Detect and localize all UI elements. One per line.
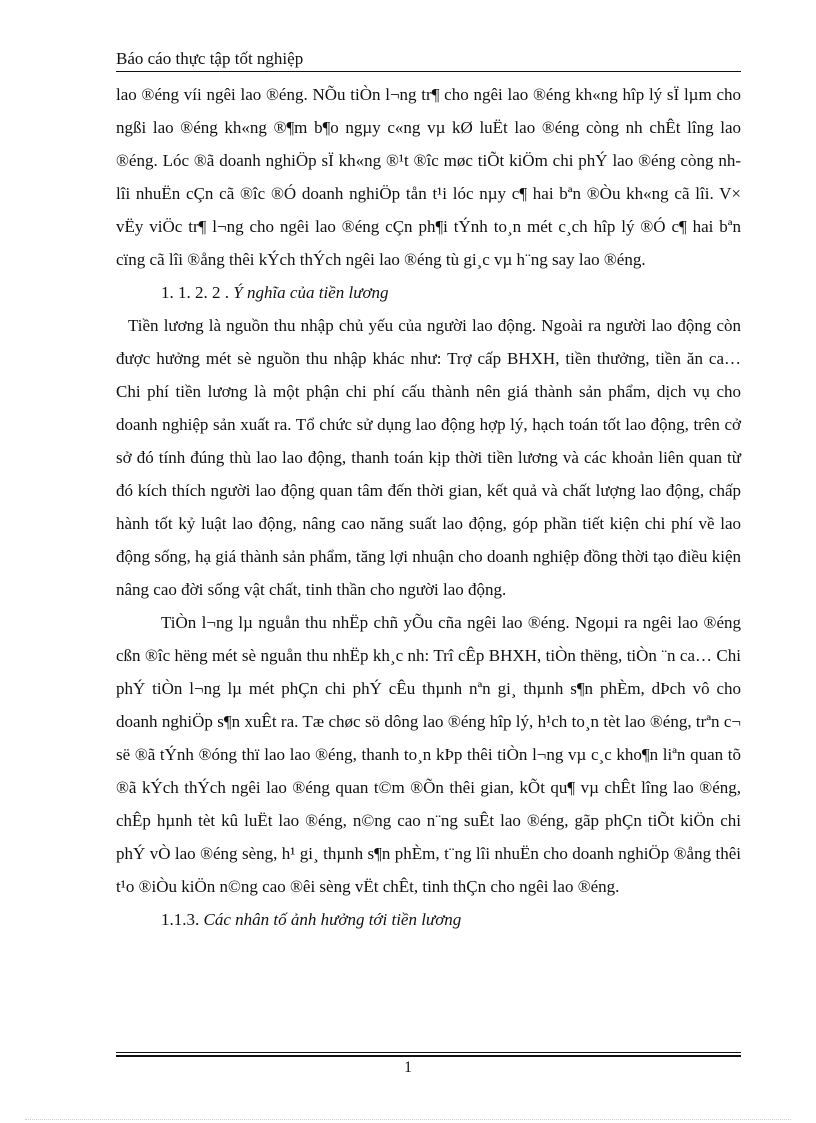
- heading-title: Ý nghĩa của tiền lương: [233, 283, 389, 302]
- page-edge: [25, 1119, 791, 1120]
- paragraph-meaning-of-wages-legacy-font: TiÒn l¬ng lµ nguån thu nhËp chñ yÕu cña ngêi lao ®éng. Ngoµi ra ngêi lao ®éng cßn ®îc hëng mét sè nguån thu nhËp kh¸c nh: Trî cÊp BHXH, tiÒn thëng, tiÒn ¨n ca… Chi phÝ tiÒn l¬ng lµ mét phÇn chi phÝ cÊu thµnh nªn gi¸ thµnh s¶n phÈm, dÞch vô cho doanh nghiÖp s¶n xuÊt ra. Tæ chøc sö dông lao ®éng hîp lý, h¹ch to¸n tèt lao ®éng, trªn c¬ së ®ã tÝnh ®óng thï lao lao ®éng, thanh to¸n kÞp thêi tiÒn l¬ng vµ c¸c kho¶n liªn quan tõ ®ã kÝch thÝch ngêi lao ®éng quan t©m ®Õn thêi gian, kÕt qu¶ vµ chÊt lîng lao ®éng, chÊp hµnh tèt kû luËt lao ®éng, n©ng cao n¨ng suÊt lao ®éng, gãp phÇn tiÕt kiÖn chi phÝ vÒ lao ®éng sèng, h¹ gi¸ thµnh s¶n phÈm, t¨ng lîi nhuËn cho doanh nghiÖp ®ång thêi t¹o ®iÒu kiÖn n©ng cao ®êi sèng vËt chÊt, tinh thÇn cho ngêi lao ®éng.: [116, 613, 741, 896]
- footer-rule-thin: [116, 1052, 741, 1053]
- paragraph-meaning-of-wages: Tiền lương là nguồn thu nhập chủ yếu của người lao động. Ngoài ra người lao động còn được hưởng mét sè nguồn thu nhập khác như: Trợ cấp BHXH, tiền thưởng, tiền ăn ca… Chi phí tiền lương là một phận chi phí cấu thành nên giá thành sản phẩm, dịch vụ cho doanh nghiệp sản xuất ra. Tổ chức sử dụng lao động hợp lý, hạch toán tốt lao động, trên cở sở đó tính đúng thù lao lao động, thanh toán kịp thời tiền lương và các khoản liên quan từ đó kích thích người lao động quan tâm đến thời gian, kết quả và chất lượng lao động, chấp hành tốt kỷ luật lao động, nâng cao năng suất lao động, góp phần tiết kiện chi phí về lao động sống, hạ giá thành sản phẩm, tăng lợi nhuận cho doanh nghiệp đồng thời tạo điều kiện nâng cao đời sống vật chất, tinh thần cho người lao động.: [116, 316, 741, 599]
- heading-number: 1. 1. 2. 2 .: [161, 283, 229, 302]
- section-heading-1-1-3: [116, 903, 741, 936]
- heading-number: 1.1.3.: [161, 910, 200, 929]
- header-title: Báo cáo thực tập tốt nghiệp: [116, 49, 304, 68]
- page-number: 1: [404, 1059, 412, 1076]
- footer-rule-thick: [116, 1055, 741, 1057]
- body-text: [116, 78, 741, 936]
- paragraph-continued: lao ®éng víi ngêi lao ®éng. NÕu tiÒn l¬ng tr¶ cho ngêi lao ®éng kh«ng hîp lý sÏ lµm cho ngßi lao ®éng kh«ng ®¶m b¶o ngµy c«ng vµ kØ luËt lao ®éng còng nh chÊt lîng lao ®éng. Lóc ®ã doanh nghiÖp sÏ kh«ng ®¹t ®îc møc tiÕt kiÖm chi phÝ lao ®éng còng nh lîi nhuËn cÇn cã ®îc ®Ó doanh nghiÖp tån t¹i lóc nµy c¶ hai bªn ®Òu kh«ng cã lîi. V× vËy viÖc tr¶ l¬ng cho ngêi lao ®éng cÇn ph¶i tÝnh to¸n mét c¸ch hîp lý ®Ó c¶ hai bªn cïng cã lîi ®ång thêi kÝch thÝch ngêi lao ®éng tù gi¸c vµ h¨ng say lao ®éng.: [116, 85, 741, 269]
- section-heading-1-1-2-2: [116, 276, 741, 309]
- header-rule: [116, 71, 741, 72]
- running-header: [116, 48, 741, 70]
- heading-title: Các nhân tố ảnh hưởng tới tiền lương: [203, 910, 462, 929]
